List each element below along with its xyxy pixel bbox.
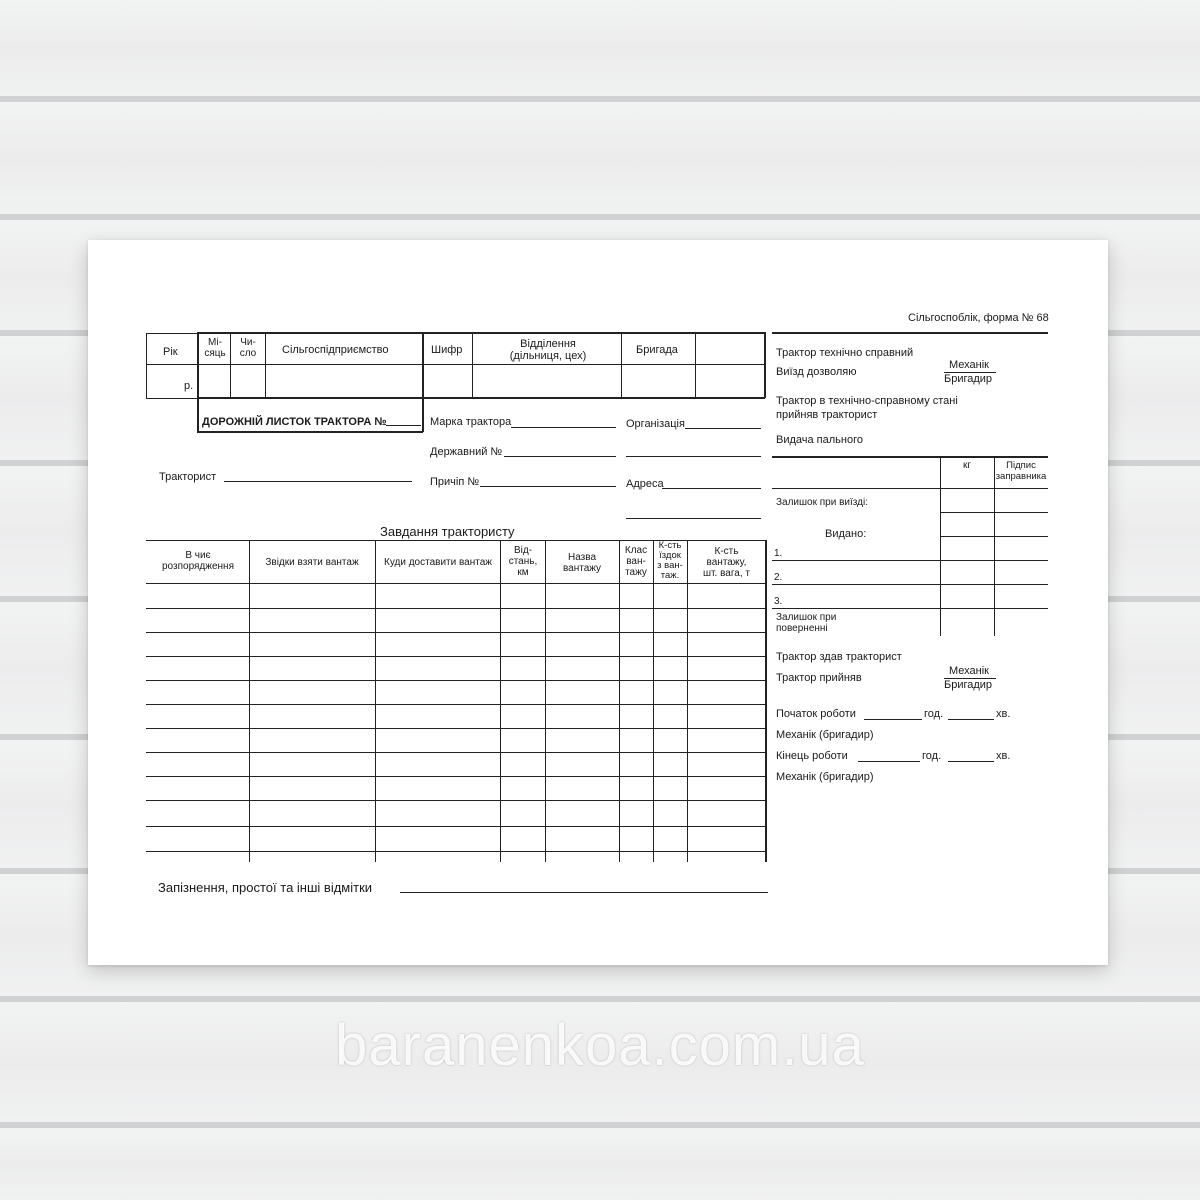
table-row-line bbox=[146, 656, 766, 657]
kinets-khv-line[interactable] bbox=[948, 761, 994, 762]
header-bottom-line bbox=[146, 398, 199, 399]
form-sheet bbox=[88, 240, 1108, 965]
table-row-line bbox=[146, 608, 766, 609]
title-number-line bbox=[386, 425, 421, 426]
task-title: Завдання трактористу bbox=[380, 524, 515, 539]
table-row-line bbox=[146, 680, 766, 681]
fuel-zalyshok-vyizd: Залишок при виїзді: bbox=[776, 497, 868, 508]
header-top-line bbox=[146, 333, 199, 334]
table-col-line bbox=[500, 540, 501, 862]
table-col-line bbox=[653, 540, 654, 862]
wood-plank bbox=[0, 0, 1200, 96]
field-organizatsiya-label: Організація bbox=[626, 418, 685, 430]
field-adresa-line[interactable] bbox=[662, 488, 761, 489]
table-col-line bbox=[375, 540, 376, 862]
table-col-header: К-сть вантажу, шт. вага, т bbox=[703, 546, 750, 579]
table-row-line bbox=[146, 800, 766, 801]
fuel-table-line bbox=[772, 584, 1048, 585]
right-bryhadyr2: Бригадир bbox=[944, 679, 993, 691]
right-hod2: год. bbox=[922, 750, 942, 762]
right-prynyav: Трактор прийняв bbox=[776, 672, 862, 684]
header-viddilennya: Відділення (дільниця, цех) bbox=[509, 338, 587, 362]
wood-plank bbox=[0, 102, 1200, 214]
notes-line[interactable] bbox=[400, 892, 768, 893]
pochatok-khv-line[interactable] bbox=[948, 719, 994, 720]
table-col-line bbox=[687, 540, 688, 862]
table-col-header: В чиє розпорядження bbox=[162, 550, 234, 572]
table-row-line bbox=[146, 632, 766, 633]
header-vline bbox=[197, 332, 199, 432]
table-row-line bbox=[146, 776, 766, 777]
header-vline bbox=[422, 332, 424, 432]
right-khv2: хв. bbox=[996, 750, 1011, 762]
table-col-header: Клас ван- тажу bbox=[624, 545, 648, 578]
header-rik: Рік bbox=[163, 346, 178, 358]
table-col-header: К-сть їздок з ван- таж. bbox=[657, 540, 683, 581]
right-prynyav-2: прийняв тракторист bbox=[776, 409, 878, 421]
fuel-table-line bbox=[772, 608, 1048, 609]
table-col-line bbox=[619, 540, 620, 862]
header-shyfr: Шифр bbox=[431, 344, 463, 356]
right-mekh-bryh2: Механік (бригадир) bbox=[776, 771, 874, 783]
right-pochatok: Початок роботи bbox=[776, 708, 856, 720]
table-col-line bbox=[545, 540, 546, 862]
form-title: ДОРОЖНІЙ ЛИСТОК ТРАКТОРА № bbox=[202, 416, 387, 428]
header-chyslo: Чи- сло bbox=[239, 337, 257, 359]
form-code: Сільгоспоблік, форма № 68 bbox=[908, 312, 1049, 324]
table-col-header: Від- стань, км bbox=[508, 545, 538, 578]
header-misyats: Мі- сяць bbox=[204, 337, 226, 359]
field-traktoryst-line[interactable] bbox=[224, 481, 412, 482]
right-mekhanik: Механік bbox=[949, 359, 989, 371]
table-row-line bbox=[146, 728, 766, 729]
table-col-line-right bbox=[765, 540, 767, 862]
header-r: р. bbox=[184, 380, 194, 392]
fuel-zalyshok-povern: Залишок при поверненні bbox=[776, 612, 837, 634]
header-vline bbox=[230, 333, 231, 398]
field-adresa-line2[interactable] bbox=[626, 518, 761, 519]
table-row-line bbox=[146, 826, 766, 827]
right-vydacha: Видача пального bbox=[776, 434, 863, 446]
table-row-line bbox=[146, 851, 766, 852]
right-mekhanik2: Механік bbox=[949, 665, 989, 677]
right-hod: год. bbox=[924, 708, 944, 720]
header-mid-line bbox=[146, 364, 765, 365]
fuel-vydano: Видано: bbox=[825, 528, 867, 540]
field-derzhavnyi-label: Державний № bbox=[430, 446, 503, 458]
field-derzhavnyi-line[interactable] bbox=[504, 456, 616, 457]
header-vline bbox=[621, 333, 622, 398]
table-row-line bbox=[146, 704, 766, 705]
pochatok-hod-line[interactable] bbox=[864, 719, 922, 720]
fuel-table-line bbox=[772, 488, 1048, 489]
header-bryhada: Бригада bbox=[636, 344, 678, 356]
field-marka-label: Марка трактора bbox=[430, 416, 512, 428]
right-prynyav-1: Трактор в технічно-справному стані bbox=[776, 395, 958, 407]
table-col-line bbox=[249, 540, 250, 862]
fuel-n1: 1. bbox=[774, 548, 783, 559]
title-box-bottom bbox=[197, 431, 423, 433]
fuel-table-line bbox=[772, 560, 1048, 561]
field-prychip-label: Причіп № bbox=[430, 476, 480, 488]
field-organizatsiya-line2[interactable] bbox=[626, 456, 761, 457]
table-col-header: Назва вантажу bbox=[562, 552, 602, 574]
right-mekh-bryh1: Механік (бригадир) bbox=[776, 729, 874, 741]
kinets-hod-line[interactable] bbox=[858, 761, 920, 762]
field-prychip-line[interactable] bbox=[480, 486, 616, 487]
right-zdav: Трактор здав тракторист bbox=[776, 651, 902, 663]
right-kinets: Кінець роботи bbox=[776, 750, 848, 762]
table-col-header: Куди доставити вантаж bbox=[384, 557, 492, 568]
fuel-kg: кг bbox=[962, 460, 972, 471]
header-vline bbox=[695, 333, 696, 398]
field-traktoryst-label: Тракторист bbox=[159, 471, 217, 483]
header-silgosp: Сільгоспідприємство bbox=[282, 344, 389, 356]
field-adresa-label: Адреса bbox=[626, 478, 664, 490]
table-col-header: Звідки взяти вантаж bbox=[265, 557, 359, 568]
watermark: baranenkoa.com.ua bbox=[335, 1013, 865, 1078]
fuel-n2: 2. bbox=[774, 572, 783, 583]
right-trakt-spravnyi: Трактор технічно справний bbox=[776, 347, 914, 359]
right-top-line bbox=[772, 332, 1048, 334]
header-vline bbox=[265, 333, 266, 398]
header-bottom-line-thick bbox=[198, 397, 765, 399]
wood-plank bbox=[0, 1128, 1200, 1200]
header-vline bbox=[764, 332, 766, 398]
right-vyizd: Виїзд дозволяю bbox=[776, 366, 857, 378]
right-khv: хв. bbox=[996, 708, 1011, 720]
fuel-table-col bbox=[940, 456, 941, 636]
field-organizatsiya-line[interactable] bbox=[685, 428, 761, 429]
right-bryhadyr: Бригадир bbox=[944, 373, 993, 385]
fuel-pidpys: Підпис заправника bbox=[995, 460, 1047, 482]
fuel-table-top bbox=[772, 456, 1048, 458]
header-vline bbox=[146, 333, 147, 398]
header-top-line-thick bbox=[198, 332, 765, 334]
fuel-table-col bbox=[994, 456, 995, 636]
field-marka-line[interactable] bbox=[511, 427, 616, 428]
table-row-line bbox=[146, 752, 766, 753]
header-vline bbox=[472, 333, 473, 398]
notes-label: Запізнення, простої та інші відмітки bbox=[158, 880, 373, 895]
fuel-n3: 3. bbox=[774, 596, 783, 607]
table-header-line bbox=[146, 583, 766, 584]
